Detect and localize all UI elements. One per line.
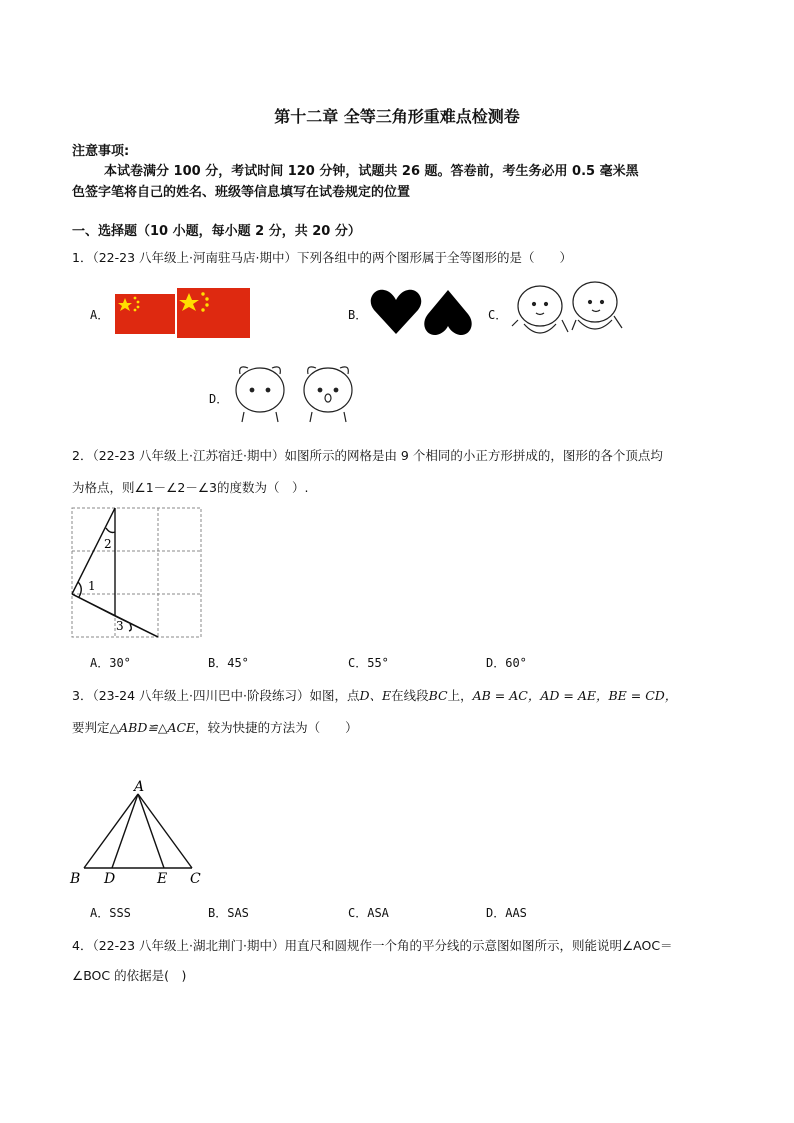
q1-option-a-label: A． <box>90 308 110 322</box>
q3-triangle-figure <box>66 776 216 888</box>
point-b-label: B <box>70 871 81 887</box>
q3-option-c[interactable]: C．ASA <box>348 906 389 920</box>
notice-line-1: 本试卷满分 100 分，考试时间 120 分钟，试题共 26 题。答卷前，考生务必用 0.5 毫米黑 <box>104 164 639 179</box>
q1-option-c-label: C． <box>488 308 508 322</box>
turtle-icon <box>512 286 568 333</box>
turtle-icon <box>572 282 622 330</box>
bear-icon <box>304 367 352 422</box>
q2-option-d[interactable]: D．60° <box>486 656 527 670</box>
q4-stem-line-2: ∠BOC 的依据是( ) <box>72 968 187 983</box>
q2-option-a[interactable]: A．30° <box>90 656 131 670</box>
q2-stem-line-1: 2．（22-23 八年级上·江苏宿迁·期中）如图所示的网格是由 9 个相同的小正方形拼成的，图形的各个顶点均 <box>72 448 663 463</box>
q3-stem-line-1: 3．（23-24 八年级上·四川巴中·阶段练习）如图，点D、E在线段BC上，AB = AC，AD = AE，BE = CD， <box>72 688 678 703</box>
point-a-label: A <box>134 779 145 795</box>
heart-icon <box>371 290 422 334</box>
angle-label-1: 1 <box>88 579 96 593</box>
notice-heading: 注意事项: <box>72 144 130 159</box>
flag-icon <box>115 294 175 334</box>
q3-option-d[interactable]: D．AAS <box>486 906 527 920</box>
q1-stem: 1．（22-23 八年级上·河南驻马店·期中）下列各组中的两个图形属于全等图形的是（ ） <box>72 250 572 265</box>
point-e-label: E <box>157 871 168 887</box>
bear-icon <box>236 367 284 422</box>
q2-option-c[interactable]: C．55° <box>348 656 389 670</box>
point-d-label: D <box>104 871 116 887</box>
page-title: 第十二章 全等三角形重难点检测卷 <box>274 107 520 126</box>
point-c-label: C <box>190 871 201 887</box>
q2-stem-line-2: 为格点，则∠1－∠2－∠3的度数为（ ）. <box>72 480 309 495</box>
q1-turtles-figure <box>510 280 630 346</box>
q1-bears-figure <box>230 360 360 426</box>
q3-option-b[interactable]: B．SAS <box>208 906 249 920</box>
notice-line-2: 色签字笔将自己的姓名、班级等信息填写在试卷规定的位置 <box>72 185 411 200</box>
flag-icon <box>177 288 250 338</box>
q1-flags-figure <box>115 288 255 340</box>
q2-grid-figure <box>70 506 206 640</box>
angle-label-2: 2 <box>104 537 112 551</box>
q1-hearts-figure <box>370 288 480 340</box>
q1-option-d-label: D． <box>209 392 229 406</box>
q4-stem-line-1: 4．（22-23 八年级上·湖北荆门·期中）用直尺和圆规作一个角的平分线的示意图如图所示，则能说明∠AOC＝ <box>72 938 673 953</box>
q1-option-b-label: B． <box>348 308 368 322</box>
q3-stem-line-2: 要判定△ABD≌△ACE，较为快捷的方法为（ ） <box>72 720 358 735</box>
q2-option-b[interactable]: B．45° <box>208 656 249 670</box>
heart-icon <box>424 290 471 335</box>
angle-label-3: 3 <box>116 619 124 633</box>
q3-option-a[interactable]: A．SSS <box>90 906 131 920</box>
section-heading: 一、选择题（10 小题，每小题 2 分，共 20 分） <box>72 224 361 239</box>
